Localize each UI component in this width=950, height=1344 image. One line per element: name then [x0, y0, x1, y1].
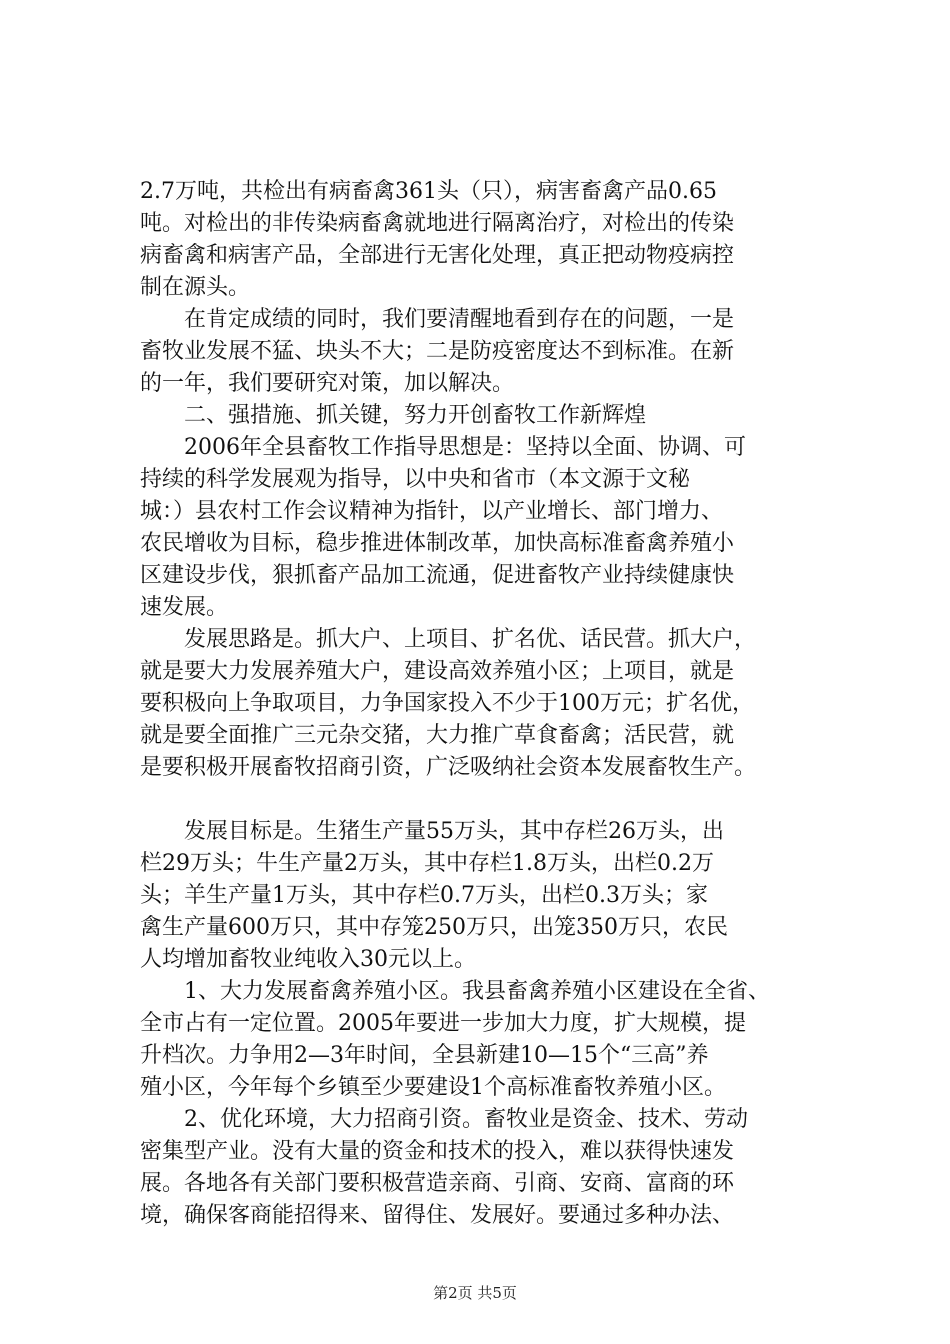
text-line: 境，确保客商能招得来、留得住、发展好。要通过多种办法、: [140, 1203, 735, 1228]
text-line: 持续的科学发展观为指导，以中央和省市（本文源于文秘: [140, 467, 691, 492]
text-line: 禽生产量600万只，其中存笼250万只，出笼350万只，农民: [140, 915, 728, 940]
text-line: 在肯定成绩的同时，我们要清醒地看到存在的问题，一是: [140, 307, 735, 332]
page-footer: 第2页 共5页: [433, 1284, 517, 1302]
text-line: 是要积极开展畜牧招商引资，广泛吸纳社会资本发展畜牧生产。: [140, 755, 757, 780]
text-line: 农民增收为目标，稳步推进体制改革，加快高标准畜禽养殖小: [140, 531, 735, 556]
text-line: 全市占有一定位置。2005年要进一步加大力度，扩大规模，提: [140, 1011, 746, 1036]
text-line: 二、强措施、抓关键，努力开创畜牧工作新辉煌: [140, 403, 647, 428]
document-body: [140, 176, 840, 1232]
text-line: 2006年全县畜牧工作指导思想是：坚持以全面、协调、可: [140, 435, 746, 460]
text-line: 人均增加畜牧业纯收入30元以上。: [140, 947, 476, 972]
text-line: 城：）县农村工作会议精神为指针，以产业增长、部门增力、: [140, 499, 724, 524]
text-line: 栏29万头；牛生产量2万头，其中存栏1.8万头，出栏0.2万: [140, 851, 714, 876]
text-line: 密集型产业。没有大量的资金和技术的投入，难以获得快速发: [140, 1139, 735, 1164]
text-line: 要积极向上争取项目，力争国家投入不少于100万元；扩名优，: [140, 691, 754, 716]
text-line: 殖小区，今年每个乡镇至少要建设1个高标准畜牧养殖小区。: [140, 1075, 726, 1100]
text-line: 发展思路是。抓大户、上项目、扩名优、话民营。抓大户，: [140, 627, 757, 652]
text-line: 就是要大力发展养殖大户，建设高效养殖小区；上项目，就是: [140, 659, 735, 684]
text-line: 就是要全面推广三元杂交猪，大力推广草食畜禽；活民营，就: [140, 723, 735, 748]
text-line: 畜牧业发展不猛、块头不大；二是防疫密度达不到标准。在新: [140, 339, 735, 364]
text-line: 速发展。: [140, 595, 229, 620]
text-line: 区建设步伐，狠抓畜产品加工流通，促进畜牧产业持续健康快: [140, 563, 735, 588]
text-line: 制在源头。: [140, 275, 251, 300]
text-line: 1、大力发展畜禽养殖小区。我县畜禽养殖小区建设在全省、: [140, 979, 770, 1004]
text-line: 头；羊生产量1万头，其中存栏0.7万头，出栏0.3万头；家: [140, 883, 708, 908]
text-line: 2、优化环境，大力招商引资。畜牧业是资金、技术、劳动: [140, 1107, 748, 1132]
text-line: 发展目标是。生猪生产量55万头，其中存栏26万头，出: [140, 819, 724, 844]
blank-line: [140, 784, 840, 816]
text-line: 吨。对检出的非传染病畜禽就地进行隔离治疗，对检出的传染: [140, 211, 735, 236]
text-line: 的一年，我们要研究对策，加以解决。: [140, 371, 515, 396]
text-line: 病畜禽和病害产品，全部进行无害化处理，真正把动物疫病控: [140, 243, 735, 268]
text-line: 升档次。力争用2—3年时间，全县新建10—15个“三高”养: [140, 1043, 709, 1068]
text-line: 展。各地各有关部门要积极营造亲商、引商、安商、富商的环: [140, 1171, 735, 1196]
text-line: 2.7万吨，共检出有病畜禽361头（只），病害畜禽产品0.65: [140, 179, 717, 204]
